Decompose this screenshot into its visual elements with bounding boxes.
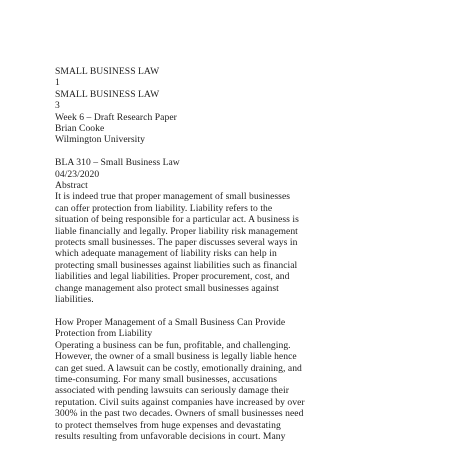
abstract-body (55, 191, 447, 305)
abstract-line: liabilities. (55, 294, 94, 306)
body-line: However, the owner of a small business is legally liable hence (55, 351, 297, 363)
document-page (55, 66, 447, 442)
body-line: Operating a business can be fun, profitable, and challenging. (55, 339, 291, 351)
page-number: 1 (55, 77, 60, 89)
page-number: 3 (55, 100, 60, 112)
body-line: reputation. Civil suits against companies have increased by over (55, 396, 305, 408)
body-line: time-consuming. For many small businesses, accusations (55, 373, 277, 385)
abstract-line: protecting small businesses against liabilities such as financial (55, 259, 298, 271)
spacer (55, 306, 447, 317)
body-line: can get sued. A lawsuit can be costly, emotionally draining, and (55, 362, 302, 374)
abstract-line: It is indeed true that proper management of small businesses (55, 191, 291, 203)
abstract-line: can offer protection from liability. Liability refers to the (55, 202, 273, 214)
abstract-line: situation of being responsible for a particular act. A business is (55, 214, 299, 226)
body-line: to protect themselves from huge expenses and devastating (55, 419, 281, 431)
abstract-line: liabilities and legal liabilities. Proper procurement, cost, and (55, 271, 290, 283)
running-head: SMALL BUSINESS LAW (55, 88, 160, 100)
section-heading: How Proper Management of a Small Business Can Provide (55, 316, 286, 328)
date: 04/23/2020 (55, 168, 100, 180)
institution-name: Wilmington University (55, 134, 145, 146)
section-heading: Protection from Liability (55, 328, 153, 340)
spacer (55, 146, 447, 157)
abstract-line: liable financially and legally. Proper liability risk management (55, 225, 298, 237)
course-name: BLA 310 – Small Business Law (55, 157, 180, 169)
abstract-heading: Abstract (55, 180, 88, 192)
body-line: results resulting from unfavorable decisions in court. Many (55, 430, 286, 442)
abstract-line: which adequate management of liability risks can help in (55, 248, 277, 260)
body-line: associated with pending lawsuits can seriously damage their (55, 385, 289, 397)
section-body (55, 340, 447, 443)
abstract-line: change management also protect small businesses against (55, 282, 279, 294)
abstract-line: protects small businesses. The paper discusses several ways in (55, 237, 298, 249)
assignment-title: Week 6 – Draft Research Paper (55, 111, 177, 123)
running-head: SMALL BUSINESS LAW (55, 66, 160, 77)
body-line: 300% in the past two decades. Owners of small businesses need (55, 408, 304, 420)
author-name: Brian Cooke (55, 123, 105, 135)
